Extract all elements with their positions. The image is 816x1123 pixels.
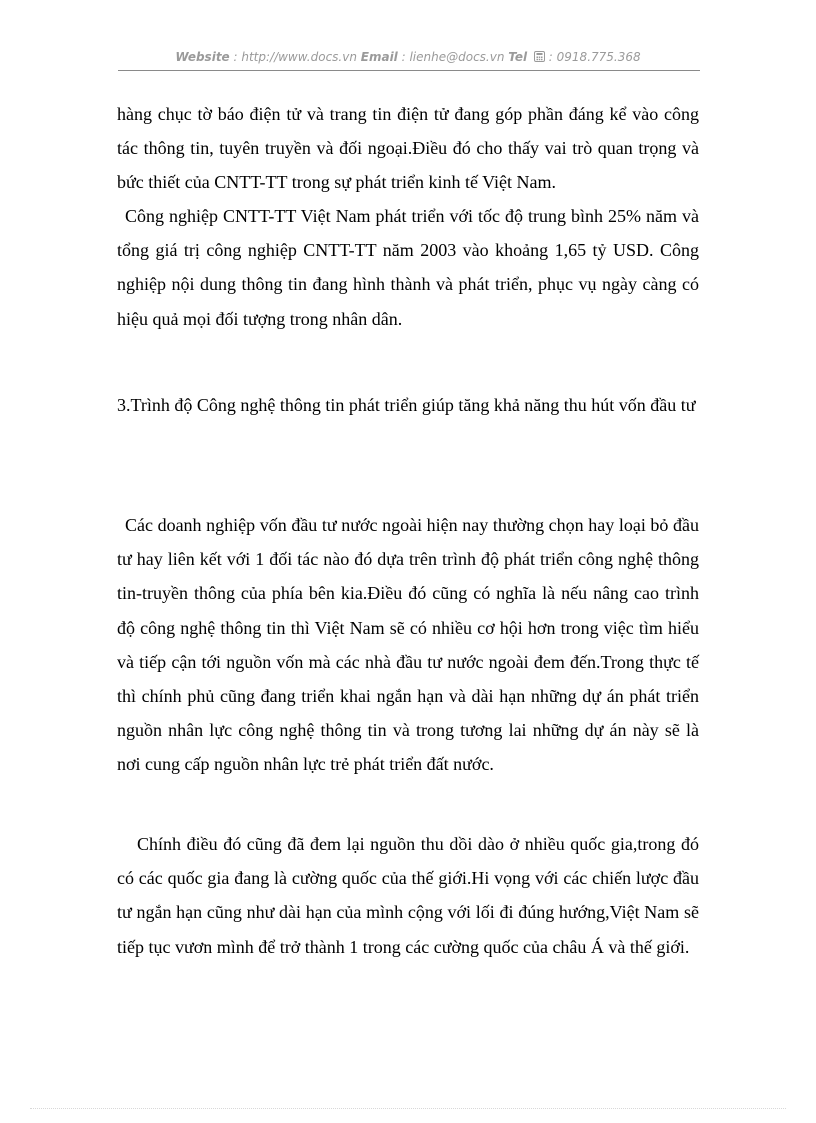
email-label: Email [360,50,398,64]
website-label: Website [175,50,230,64]
page-header [118,50,698,64]
phone-icon [534,51,545,62]
paragraph-3: Các doanh nghiệp vốn đầu tư nước ngoài hiện nay thường chọn hay loại bỏ đầu tư hay liên kết với 1 đối tác nào đó dựa trên trình độ phát triển công nghệ thông tin-truyền thông của phía bên kia.Điều đó cũng có nghĩa là nếu nâng cao trình độ công nghệ thông tin thì Việt Nam sẽ có nhiều cơ hội hơn trong việc tìm hiểu và tiếp cận tới nguồn vốn mà các nhà đầu tư nước ngoài đem đến.Trong thực tế thì chính phủ cũng đang triển khai ngắn hạn và dài hạn những dự án phát triển nguồn nhân lực công nghệ thông tin và trong tương lai những dự án này sẽ là nơi cung cấp nguồn nhân lực trẻ phát triển đất nước. [117,515,699,775]
header-divider [118,70,700,71]
email-value: : lienhe@docs.vn [397,50,509,64]
section-heading: 3.Trình độ Công nghệ thông tin phát triển giúp tăng khả năng thu hút vốn đầu tư [117,395,696,415]
footer-divider [30,1108,786,1109]
tel-value: : 0918.775.368 [544,50,641,64]
tel-label: Tel [508,50,528,64]
paragraph-4: Chính điều đó cũng đã đem lại nguồn thu dồi dào ở nhiều quốc gia,trong đó có các quốc gia đang là cường quốc của thế giới.Hi vọng với các chiến lược đầu tư ngắn hạn cũng như dài hạn của mình cộng với lối đi đúng hướng,Việt Nam sẽ tiếp tục vươn mình để trở thành 1 trong các cường quốc của châu Á và thế giới. [117,834,699,957]
paragraph-1: hàng chục tờ báo điện tử và trang tin điện tử đang góp phần đáng kể vào công tác thông tin, tuyên truyền và đối ngoại.Điều đó cho thấy vai trò quan trọng và bức thiết của CNTT-TT trong sự phát triển kinh tế Việt Nam. [117,104,699,193]
paragraph-2: Công nghiệp CNTT-TT Việt Nam phát triển với tốc độ trung bình 25% năm và tổng giá trị công nghiệp CNTT-TT năm 2003 vào khoảng 1,65 tỷ USD. Công nghiệp nội dung thông tin đang hình thành và phát triển, phục vụ ngày càng có hiệu quả mọi đối tượng trong nhân dân. [117,206,699,329]
website-value: : http://www.docs.vn [229,50,361,64]
